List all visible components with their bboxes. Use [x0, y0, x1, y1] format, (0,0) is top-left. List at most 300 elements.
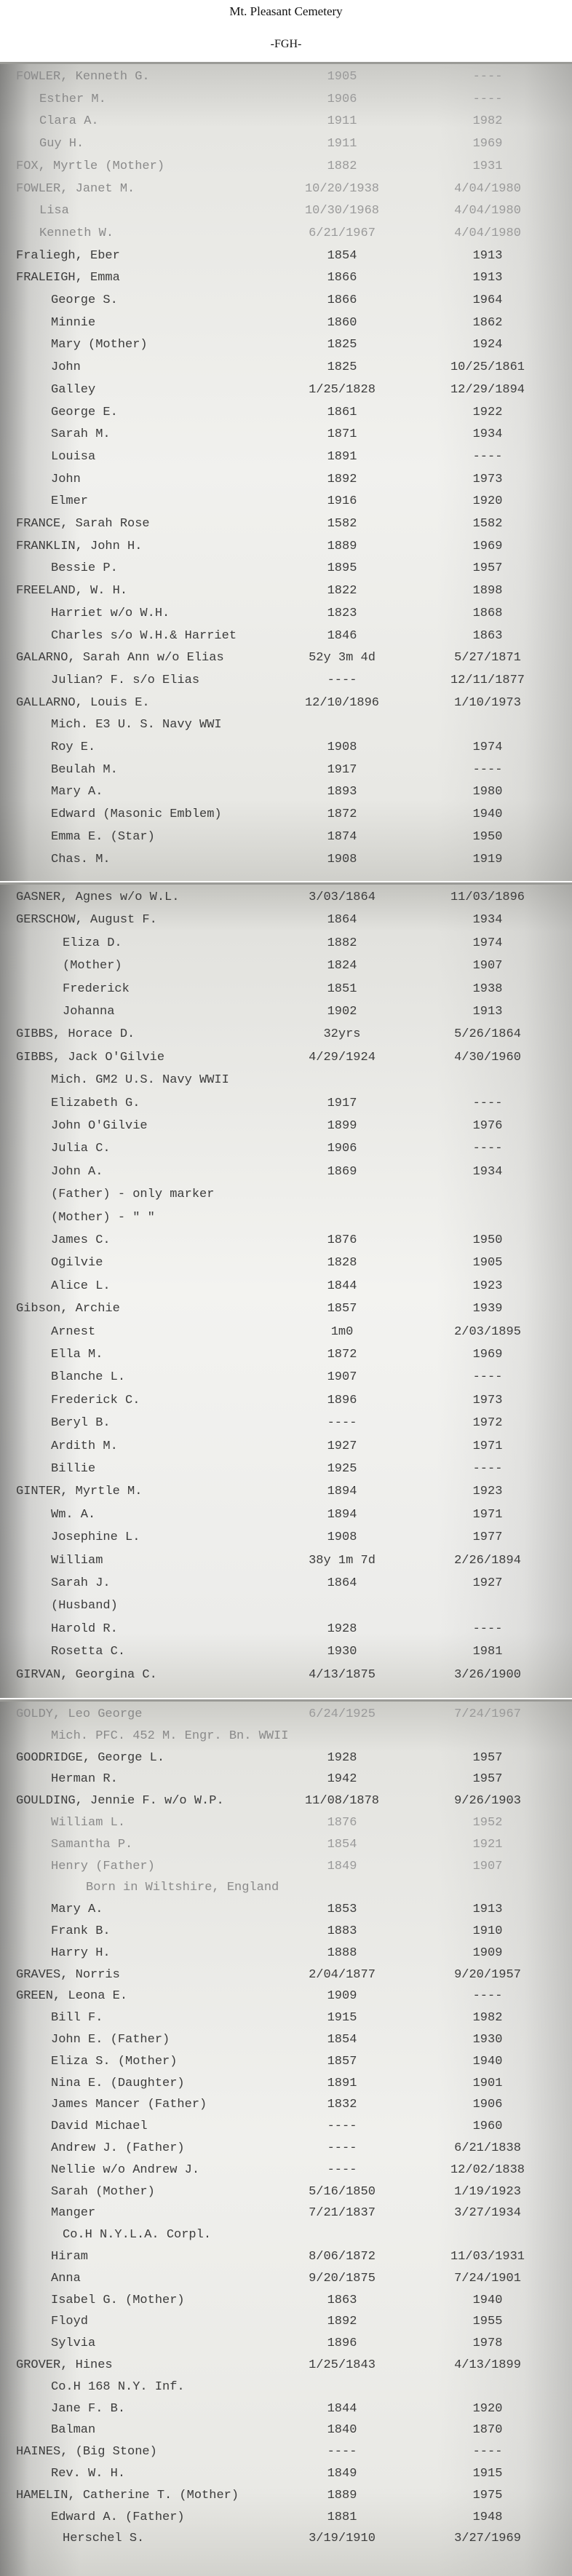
burial-entry	[0, 1900, 572, 1919]
entry-birth: 3/19/1910	[309, 2532, 376, 2546]
burial-entry	[0, 1071, 572, 1090]
entry-birth: 1853	[327, 1903, 357, 1917]
entry-name: GOULDING, Jennie F. w/o W.P.	[16, 1794, 224, 1809]
entry-name: Ardith M.	[51, 1439, 118, 1453]
entry-birth: 1860	[327, 315, 357, 330]
entry-name: Chas. M.	[51, 852, 111, 866]
entry-birth: 1899	[327, 1119, 357, 1133]
entry-death: 4/13/1899	[454, 2358, 521, 2372]
burial-entry	[0, 1139, 572, 1158]
burial-entry	[0, 1944, 572, 1963]
entry-birth: 1871	[327, 427, 357, 442]
entry-birth: 1840	[327, 2423, 357, 2438]
entry-name: Manger	[51, 2206, 96, 2221]
entry-birth: 1908	[327, 740, 357, 754]
entry-birth: 1896	[327, 1393, 357, 1407]
entry-death: 1955	[472, 2315, 503, 2329]
entry-death: 1969	[472, 1348, 503, 1362]
burial-entry	[0, 2312, 572, 2331]
entry-death: 1922	[472, 405, 503, 419]
entry-birth: 1894	[327, 1485, 357, 1499]
entry-birth: 3/03/1864	[309, 890, 376, 904]
entry-name: Mary A.	[51, 1903, 103, 1917]
burial-entry	[0, 403, 572, 422]
entry-name: (Father) - only marker	[51, 1188, 215, 1202]
burial-entry	[0, 2269, 572, 2288]
burial-entry	[0, 2529, 572, 2548]
entry-name: Josephine L.	[51, 1530, 140, 1545]
entry-name: Roy E.	[51, 740, 96, 754]
entry-death: ----	[472, 92, 503, 106]
burial-entry	[0, 68, 572, 87]
entry-death: 1934	[472, 1164, 503, 1179]
entry-birth: 1889	[327, 539, 357, 553]
entry-death: 1939	[472, 1302, 503, 1316]
entry-birth: ----	[327, 2162, 357, 2177]
burial-entry	[0, 828, 572, 847]
burial-entry	[0, 2161, 572, 2180]
entry-death: 1950	[472, 1233, 503, 1247]
entry-death: ----	[472, 449, 503, 464]
entry-birth: 1896	[327, 2336, 357, 2351]
entry-death: 1957	[472, 561, 503, 576]
entry-death: ----	[472, 1462, 503, 1476]
entry-birth: 1906	[327, 92, 357, 106]
burial-entry	[0, 2052, 572, 2071]
entry-name: Nina E. (Daughter)	[51, 2076, 185, 2090]
burial-entry	[0, 1391, 572, 1410]
entry-birth: 1905	[327, 70, 357, 84]
entry-birth: 1925	[327, 1462, 357, 1476]
entry-name: Bessie P.	[51, 561, 118, 576]
entry-birth: 1874	[327, 829, 357, 844]
entry-birth: 1888	[327, 1945, 357, 1960]
page-edge	[0, 62, 572, 64]
entry-death: 1960	[472, 2119, 503, 2134]
entry-death: 1862	[472, 315, 503, 330]
entry-name: FOWLER, Janet M.	[16, 181, 135, 196]
entry-death: 1973	[472, 472, 503, 486]
entry-birth: 1930	[327, 1645, 357, 1659]
entry-name: Emma E. (Star)	[51, 829, 155, 844]
header	[0, 0, 572, 60]
entry-death: 1901	[472, 2076, 503, 2090]
burial-entry	[0, 157, 572, 176]
entry-birth: 1928	[327, 1750, 357, 1765]
entry-death: 12/11/1877	[450, 673, 525, 687]
entry-name: Fraliegh, Eber	[16, 248, 120, 263]
page-edge	[0, 882, 572, 885]
entry-name: GIBBS, Jack O'Gilvie	[16, 1050, 165, 1064]
entry-death: 4/04/1980	[454, 226, 521, 240]
entry-death: 11/03/1931	[450, 2250, 525, 2264]
burial-entry	[0, 1117, 572, 1136]
burial-entry	[0, 358, 572, 377]
entry-death: 1972	[472, 1416, 503, 1431]
burial-entry	[0, 783, 572, 802]
entry-death: 3/26/1900	[454, 1667, 521, 1682]
burial-entry	[0, 247, 572, 266]
entry-death: 1927	[472, 1576, 503, 1590]
entry-death: 12/29/1894	[450, 382, 525, 397]
entry-birth: 38y 1m 7d	[309, 1553, 376, 1568]
burial-entry	[0, 1705, 572, 1724]
entry-name: Galley	[51, 382, 96, 397]
entry-birth: 1849	[327, 2467, 357, 2481]
entry-name: Minnie	[51, 315, 96, 330]
entry-name: Kenneth W.	[39, 226, 114, 240]
entry-death: 1/19/1923	[454, 2184, 521, 2199]
scanned-page	[0, 1699, 572, 2576]
entry-name: John A.	[51, 1164, 103, 1179]
entry-name: FRANKLIN, John H.	[16, 539, 143, 553]
entry-name: Esther M.	[39, 92, 106, 106]
burial-entry	[0, 180, 572, 199]
burial-entry	[0, 425, 572, 444]
entry-name: GALLARNO, Louis E.	[16, 695, 150, 710]
entry-name: Beryl B.	[51, 1416, 111, 1431]
entry-death: ----	[472, 1989, 503, 2004]
entry-name: FOWLER, Kenneth G.	[16, 70, 150, 84]
entry-name: Frederick C.	[51, 1393, 140, 1407]
entry-birth: 1911	[327, 114, 357, 129]
entry-death: 3/27/1969	[454, 2532, 521, 2546]
burial-entry	[0, 2508, 572, 2527]
burial-entry	[0, 470, 572, 489]
entry-name: Sarah M.	[51, 427, 111, 442]
burial-entry	[0, 2095, 572, 2114]
entry-birth: ----	[327, 2119, 357, 2134]
entry-death: 1910	[472, 1924, 503, 1938]
entry-death: 9/20/1957	[454, 1967, 521, 1982]
entry-birth: 1824	[327, 959, 357, 973]
entry-name: Johanna	[63, 1005, 115, 1019]
entry-birth: 1942	[327, 1772, 357, 1787]
entry-name: John	[51, 472, 81, 486]
burial-entry	[0, 2031, 572, 2050]
entry-birth: 1866	[327, 293, 357, 307]
entry-name: FRALEIGH, Emma	[16, 271, 120, 285]
entry-name: Edward (Masonic Emblem)	[51, 807, 222, 822]
entry-death: 6/21/1838	[454, 2141, 521, 2155]
burial-entry	[0, 314, 572, 333]
entry-death: 1923	[472, 1485, 503, 1499]
entry-name: Nellie w/o Andrew J.	[51, 2162, 200, 2177]
burial-entry	[0, 2421, 572, 2440]
entry-birth: 1854	[327, 248, 357, 263]
entry-death: 1919	[472, 852, 503, 866]
entry-name: Sylvia	[51, 2336, 96, 2351]
entry-death: 1870	[472, 2423, 503, 2438]
burial-entry	[0, 850, 572, 869]
burial-entry	[0, 761, 572, 780]
entry-birth: 1m0	[330, 1324, 354, 1339]
entry-name: FOX, Myrtle (Mother)	[16, 159, 165, 173]
burial-entry	[0, 1878, 572, 1897]
entry-birth: 1864	[327, 913, 357, 928]
entry-name: GOODRIDGE, George L.	[16, 1750, 165, 1765]
entry-birth: 1866	[327, 271, 357, 285]
entry-name: Mich. PFC. 452 M. Engr. Bn. WWII	[51, 1728, 289, 1743]
burial-entry	[0, 291, 572, 310]
entry-birth: 1872	[327, 1348, 357, 1362]
entry-birth: 1864	[327, 1576, 357, 1590]
burial-entry	[0, 2400, 572, 2419]
entry-death: 3/27/1934	[454, 2206, 521, 2221]
entry-death: 1969	[472, 539, 503, 553]
entry-birth: 1832	[327, 2098, 357, 2112]
entry-birth: 10/30/1968	[304, 204, 380, 218]
burial-entry	[0, 888, 572, 907]
entry-name: Wm. A.	[51, 1507, 96, 1522]
entry-death: 1913	[472, 248, 503, 263]
entry-name: Frederick	[63, 981, 130, 996]
burial-entry	[0, 2356, 572, 2375]
entry-birth: 1876	[327, 1816, 357, 1830]
entry-birth: 8/06/1872	[309, 2250, 376, 2264]
entry-name: Ogilvie	[51, 1256, 103, 1271]
entry-death: 1868	[472, 606, 503, 620]
entry-death: 1909	[472, 1945, 503, 1960]
entry-birth: 1916	[327, 494, 357, 509]
entry-name: Mich. E3 U. S. Navy WWI	[51, 718, 222, 732]
entry-death: ----	[472, 1621, 503, 1636]
burial-entry	[0, 1025, 572, 1044]
entry-birth: 1854	[327, 2033, 357, 2047]
entry-birth: 11/08/1878	[304, 1794, 380, 1809]
entry-death: 1971	[472, 1439, 503, 1453]
entry-birth: 1907	[327, 1370, 357, 1385]
burial-entry	[0, 2226, 572, 2245]
burial-entry	[0, 1792, 572, 1811]
burial-entry	[0, 537, 572, 556]
entry-birth: 10/20/1938	[304, 181, 380, 196]
entry-birth: 1869	[327, 1164, 357, 1179]
burial-entry	[0, 1770, 572, 1789]
scanned-page	[0, 882, 572, 1698]
entry-name: James C.	[51, 1233, 111, 1247]
entry-death: 1938	[472, 981, 503, 996]
entry-birth: 1582	[327, 517, 357, 531]
entry-name: Frank B.	[51, 1924, 111, 1938]
entry-name: Mary A.	[51, 785, 103, 799]
burial-entry	[0, 2443, 572, 2462]
burial-entry	[0, 2183, 572, 2202]
entry-death: 1920	[472, 2401, 503, 2416]
entry-birth: ----	[327, 673, 357, 687]
entry-birth: 1857	[327, 1302, 357, 1316]
entry-name: George S.	[51, 293, 118, 307]
entry-birth: 1909	[327, 1989, 357, 2004]
entry-name: Herman R.	[51, 1772, 118, 1787]
entry-birth: 1893	[327, 785, 357, 799]
burial-entry	[0, 2009, 572, 2028]
burial-entry	[0, 1528, 572, 1547]
entry-name: William L.	[51, 1816, 126, 1830]
burial-entry	[0, 604, 572, 623]
burial-entry	[0, 1597, 572, 1616]
entry-death: 1913	[472, 1903, 503, 1917]
entry-death: ----	[472, 762, 503, 777]
entry-birth: 1894	[327, 1507, 357, 1522]
entry-birth: 1917	[327, 762, 357, 777]
entry-death: 5/26/1864	[454, 1027, 521, 1042]
entry-birth: 1844	[327, 2401, 357, 2416]
entry-death: 1940	[472, 2054, 503, 2069]
entry-name: (Mother) - " "	[51, 1210, 155, 1225]
entry-birth: 6/24/1925	[309, 1707, 376, 1721]
entry-birth: 1825	[327, 360, 357, 375]
entry-death: 1973	[472, 1393, 503, 1407]
entry-name: Jane F. B.	[51, 2401, 126, 2416]
entry-death: 1982	[472, 2011, 503, 2026]
burial-entry	[0, 2248, 572, 2267]
burial-entry	[0, 1552, 572, 1571]
entry-birth: 1915	[327, 2011, 357, 2026]
burial-entry	[0, 112, 572, 131]
burial-entry	[0, 980, 572, 999]
burial-entry	[0, 2486, 572, 2505]
entry-death: 1906	[472, 2098, 503, 2112]
burial-entry	[0, 911, 572, 930]
entry-birth: 1828	[327, 1256, 357, 1271]
entry-birth: 9/20/1875	[309, 2271, 376, 2285]
entry-death: 1974	[472, 740, 503, 754]
entry-name: FREELAND, W. H.	[16, 584, 128, 598]
entry-name: (Husband)	[51, 1599, 118, 1613]
entry-birth: ----	[327, 1416, 357, 1431]
burial-entry	[0, 2117, 572, 2136]
scanned-page	[0, 62, 572, 881]
entry-name: David Michael	[51, 2119, 148, 2134]
entry-name: Harriet w/o W.H.	[51, 606, 170, 620]
entry-name: Henry (Father)	[51, 1859, 155, 1873]
entry-death: ----	[472, 70, 503, 84]
burial-entry	[0, 515, 572, 534]
burial-entry	[0, 336, 572, 355]
entry-birth: 1917	[327, 1096, 357, 1110]
entry-death: 1974	[472, 936, 503, 950]
entry-death: ----	[472, 1096, 503, 1110]
entry-name: George E.	[51, 405, 118, 419]
burial-entry	[0, 671, 572, 690]
entry-death: 4/04/1980	[454, 204, 521, 218]
entry-birth: 1906	[327, 1142, 357, 1156]
burial-entry	[0, 2378, 572, 2397]
burial-entry	[0, 1300, 572, 1319]
burial-entry	[0, 1346, 572, 1364]
entry-death: 1582	[472, 517, 503, 531]
entry-death: 1940	[472, 807, 503, 822]
burial-entry	[0, 1277, 572, 1296]
entry-name: Rosetta C.	[51, 1645, 126, 1659]
entry-death: 1913	[472, 1005, 503, 1019]
entry-birth: 4/29/1924	[309, 1050, 376, 1064]
entry-birth: 32yrs	[323, 1027, 361, 1042]
entry-name: Sarah J.	[51, 1576, 111, 1590]
document-title: Mt. Pleasant Cemetery	[229, 4, 343, 18]
entry-death: 1923	[472, 1279, 503, 1293]
entry-name: John O'Gilvie	[51, 1119, 148, 1133]
entry-death: 1934	[472, 913, 503, 928]
entry-birth: 2/04/1877	[309, 1967, 376, 1982]
entry-death: 7/24/1967	[454, 1707, 521, 1721]
burial-entry	[0, 90, 572, 109]
entry-name: Blanche L.	[51, 1370, 126, 1385]
entry-birth: 1876	[327, 1233, 357, 1247]
entry-birth: 1851	[327, 981, 357, 996]
entry-birth: 1908	[327, 852, 357, 866]
entry-death: 11/03/1896	[450, 890, 525, 904]
burial-entry	[0, 2465, 572, 2484]
entry-death: 9/26/1903	[454, 1794, 521, 1809]
burial-entry	[0, 202, 572, 221]
entry-name: HAMELIN, Catherine T. (Mother)	[16, 2488, 239, 2502]
entry-name: Andrew J. (Father)	[51, 2141, 185, 2155]
entry-name: GINTER, Myrtle M.	[16, 1485, 143, 1499]
entry-death: 1913	[472, 271, 503, 285]
entry-name: Balman	[51, 2423, 96, 2438]
entry-death: 1907	[472, 1859, 503, 1873]
entry-death: 1931	[472, 159, 503, 173]
entry-birth: 1844	[327, 1279, 357, 1293]
entry-death: 1950	[472, 829, 503, 844]
entry-death: 1964	[472, 293, 503, 307]
entry-name: Floyd	[51, 2315, 89, 2329]
entry-birth: 1872	[327, 807, 357, 822]
burial-entry	[0, 2074, 572, 2093]
entry-name: Louisa	[51, 449, 96, 464]
entry-death: 1934	[472, 427, 503, 442]
burial-entry	[0, 1482, 572, 1501]
entry-death: 1924	[472, 338, 503, 352]
entry-birth: ----	[327, 2141, 357, 2155]
entry-death: 1863	[472, 628, 503, 643]
burial-entry	[0, 694, 572, 713]
burial-entry	[0, 716, 572, 735]
entry-death: 1952	[472, 1816, 503, 1830]
entry-death: 4/04/1980	[454, 181, 521, 196]
entry-birth: 1892	[327, 472, 357, 486]
entry-death: 1982	[472, 114, 503, 129]
entry-death: 1930	[472, 2033, 503, 2047]
entry-birth: 4/13/1875	[309, 1667, 376, 1682]
entry-name: GIBBS, Horace D.	[16, 1027, 135, 1042]
entry-name: GALARNO, Sarah Ann w/o Elias	[16, 651, 224, 665]
burial-entry	[0, 1185, 572, 1204]
entry-birth: 1889	[327, 2488, 357, 2502]
entry-birth: 1861	[327, 405, 357, 419]
entry-birth: 1911	[327, 137, 357, 151]
entry-birth: 1825	[327, 338, 357, 352]
entry-birth: 1908	[327, 1530, 357, 1545]
entry-name: GRAVES, Norris	[16, 1967, 120, 1982]
entry-name: John E. (Father)	[51, 2033, 170, 2047]
entry-death: 1948	[472, 2510, 503, 2524]
entry-birth: 1891	[327, 2076, 357, 2090]
entry-birth: 1891	[327, 449, 357, 464]
burial-entry	[0, 1620, 572, 1639]
entry-name: Herschel S.	[63, 2532, 145, 2546]
entry-death: 1915	[472, 2467, 503, 2481]
burial-entry	[0, 492, 572, 511]
burial-entry	[0, 1048, 572, 1067]
entry-name: Julia C.	[51, 1142, 111, 1156]
entry-name: Billie	[51, 1462, 96, 1476]
entry-birth: 1/25/1828	[309, 382, 376, 397]
burial-entry	[0, 1094, 572, 1113]
burial-entry	[0, 1666, 572, 1685]
